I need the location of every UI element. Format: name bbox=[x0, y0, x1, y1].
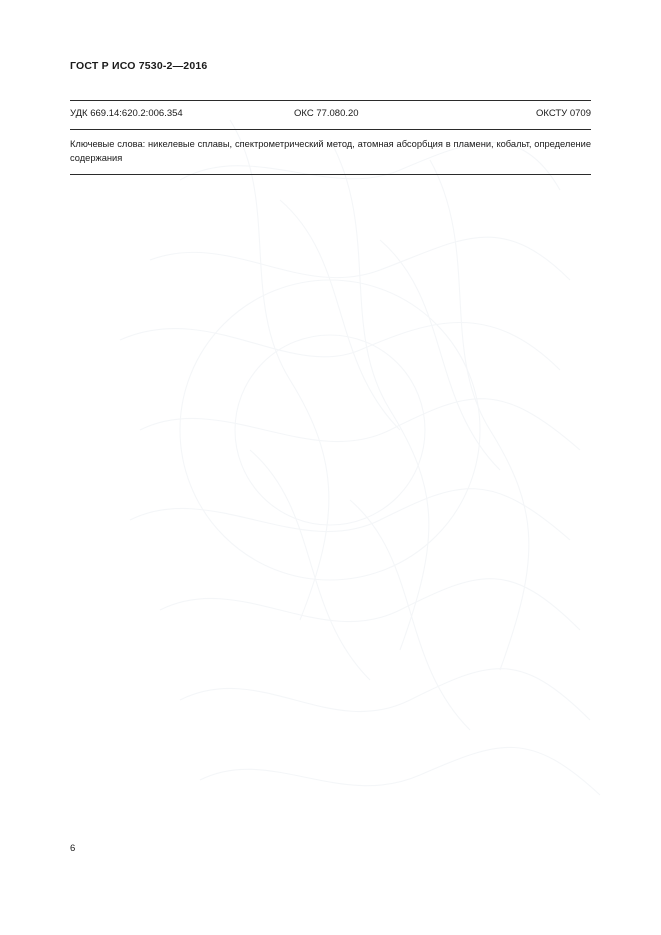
page-number: 6 bbox=[70, 843, 76, 854]
divider-middle bbox=[70, 129, 591, 130]
divider-bottom bbox=[70, 174, 591, 175]
okstu-code: ОКСТУ 0709 bbox=[536, 108, 591, 119]
page-content bbox=[70, 0, 591, 935]
udk-code: УДК 669.14:620.2:006.354 bbox=[70, 108, 183, 119]
keywords-paragraph: Ключевые слова: никелевые сплавы, спектрометрический метод, атомная абсорбция в пламени, кобальт, определение содержания bbox=[70, 139, 591, 163]
divider-top bbox=[70, 100, 591, 101]
classification-codes-row bbox=[70, 108, 591, 124]
document-standard-header: ГОСТ Р ИСО 7530-2—2016 bbox=[70, 60, 208, 72]
oks-code: ОКС 77.080.20 bbox=[294, 108, 359, 119]
